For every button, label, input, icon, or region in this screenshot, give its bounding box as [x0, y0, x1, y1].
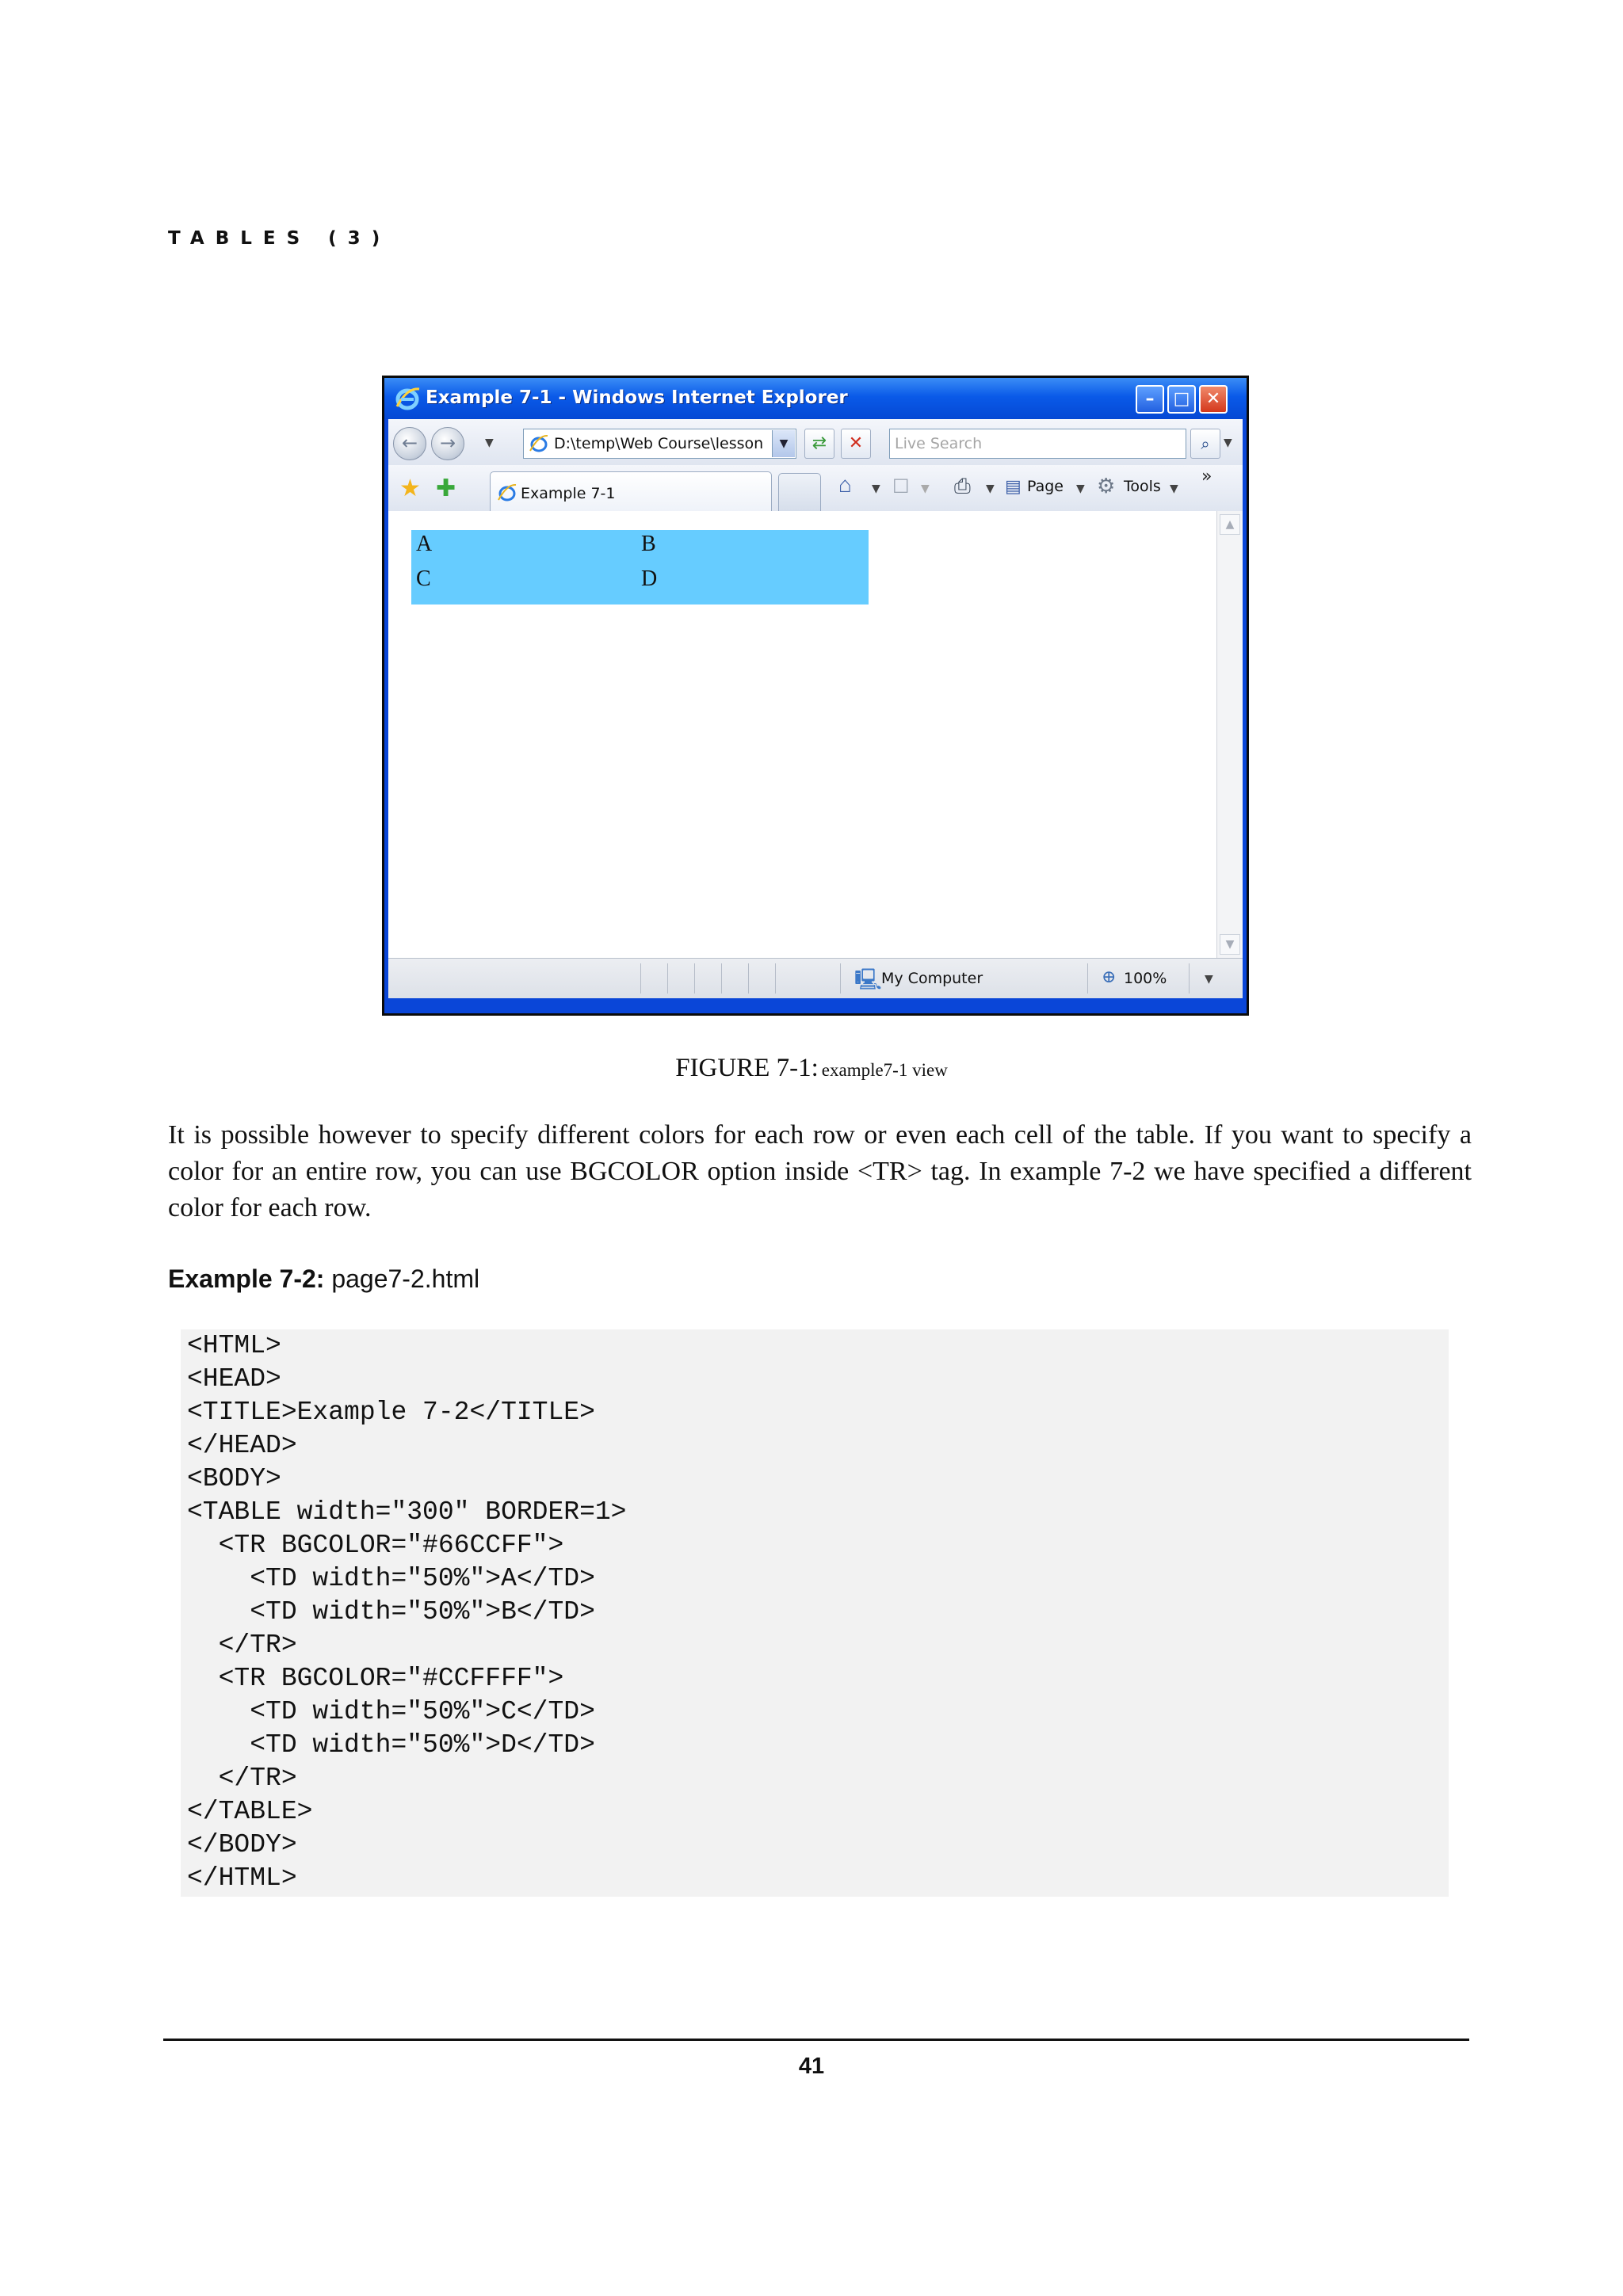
- figure-description: example7-1 view: [821, 1060, 948, 1080]
- code-line: </TABLE>: [187, 1797, 313, 1826]
- zoom-level[interactable]: 100%: [1124, 970, 1167, 987]
- demo-table: [411, 530, 869, 605]
- code-line: </TR>: [187, 1630, 297, 1660]
- code-line: <TD width="50%">A</TD>: [187, 1564, 595, 1593]
- window-title: Example 7-1 - Windows Internet Explorer: [426, 387, 848, 408]
- code-listing: [181, 1329, 1449, 1897]
- vertical-scrollbar[interactable]: [1216, 511, 1243, 958]
- address-dropdown-icon[interactable]: ▼: [772, 430, 795, 457]
- tab-label: Example 7-1: [521, 485, 616, 502]
- code-line: </TR>: [187, 1764, 297, 1793]
- search-input[interactable]: [889, 429, 1186, 459]
- table-cell: A: [416, 532, 433, 556]
- figure-label: FIGURE 7-1:: [675, 1054, 819, 1082]
- forward-button[interactable]: →: [431, 427, 464, 460]
- zoom-dropdown-icon[interactable]: ▼: [1205, 973, 1213, 986]
- tab-example-7-1[interactable]: [490, 471, 772, 513]
- running-head: TABLES (3): [168, 228, 391, 249]
- feeds-dropdown-icon[interactable]: ▼: [921, 482, 930, 495]
- computer-zone-icon: 🖳: [854, 968, 882, 991]
- address-text: D:\temp\Web Course\lesson: [554, 435, 764, 452]
- search-options-dropdown-icon[interactable]: ▼: [1224, 437, 1232, 449]
- status-bar: [388, 958, 1243, 998]
- code-line: <TR BGCOLOR="#66CCFF">: [187, 1531, 564, 1560]
- home-icon[interactable]: ⌂: [838, 473, 852, 498]
- feeds-icon[interactable]: ☐: [892, 477, 910, 498]
- new-tab-button[interactable]: [778, 473, 821, 511]
- tools-menu-button[interactable]: Tools: [1124, 478, 1161, 495]
- page-icon: [529, 433, 549, 454]
- page-number: 41: [798, 2054, 825, 2079]
- table-cell: C: [416, 566, 431, 591]
- tools-gear-icon: ⚙: [1097, 475, 1116, 498]
- example-heading: [168, 1264, 479, 1294]
- code-line: <TABLE width="300" BORDER=1>: [187, 1497, 627, 1527]
- page-dropdown-icon[interactable]: ▼: [1076, 482, 1085, 495]
- print-icon[interactable]: ⎙: [954, 475, 971, 498]
- back-button[interactable]: ←: [393, 427, 426, 460]
- address-bar[interactable]: [523, 429, 796, 459]
- refresh-icon[interactable]: ⇄: [804, 429, 834, 459]
- home-dropdown-icon[interactable]: ▼: [872, 482, 880, 495]
- close-button[interactable]: ✕: [1199, 385, 1228, 414]
- browser-screenshot: [382, 376, 1249, 1016]
- code-line: <TD width="50%">B</TD>: [187, 1597, 595, 1627]
- code-line: <TITLE>Example 7-2</TITLE>: [187, 1398, 595, 1427]
- example-label: Example 7-2:: [168, 1264, 325, 1293]
- more-commands-icon[interactable]: »: [1201, 467, 1212, 486]
- search-icon[interactable]: ⌕: [1190, 429, 1220, 459]
- recent-pages-dropdown-icon[interactable]: ▼: [485, 437, 494, 449]
- maximize-button[interactable]: □: [1167, 385, 1196, 414]
- stop-icon[interactable]: ✕: [841, 429, 871, 459]
- body-paragraph: It is possible however to specify different colors for each row or even each cell of the table. If you want to specify a color for an entire row, you can use BGCOLOR option inside <TR> tag. In example 7-2 we have specified a different color for each row.: [168, 1120, 1472, 1222]
- code-line: </HTML>: [187, 1863, 297, 1893]
- table-cell: B: [641, 532, 656, 556]
- search-placeholder: Live Search: [895, 435, 983, 452]
- code-line: <HEAD>: [187, 1364, 281, 1394]
- footer-rule: [163, 2039, 1469, 2041]
- figure-caption: [0, 1054, 1623, 1083]
- command-toolbar: [388, 465, 1243, 512]
- scroll-down-icon[interactable]: ▼: [1220, 934, 1240, 955]
- tab-page-icon: [497, 482, 517, 503]
- example-filename: page7-2.html: [331, 1264, 480, 1293]
- add-favorites-icon[interactable]: ✚: [436, 475, 456, 502]
- print-dropdown-icon[interactable]: ▼: [986, 482, 995, 495]
- security-zone-text: My Computer: [881, 970, 983, 987]
- favorites-star-icon[interactable]: ★: [399, 475, 421, 502]
- code-line: </HEAD>: [187, 1431, 297, 1460]
- scroll-up-icon[interactable]: ▲: [1220, 514, 1240, 535]
- table-cell: D: [641, 566, 658, 591]
- code-line: <TD width="50%">C</TD>: [187, 1697, 595, 1726]
- page-menu-button[interactable]: Page: [1027, 478, 1064, 495]
- zoom-icon: ⊕: [1102, 967, 1117, 986]
- tools-dropdown-icon[interactable]: ▼: [1170, 482, 1178, 495]
- navigation-toolbar: [388, 419, 1243, 465]
- title-bar: [384, 378, 1247, 419]
- ie-logo-icon: [394, 386, 421, 411]
- code-line: <TD width="50%">D</TD>: [187, 1730, 595, 1760]
- code-line: <HTML>: [187, 1331, 281, 1360]
- code-line: <BODY>: [187, 1464, 281, 1493]
- minimize-button[interactable]: –: [1136, 385, 1164, 414]
- page-menu-icon: ▤: [1005, 476, 1022, 496]
- page-content: [388, 511, 1216, 958]
- code-line: <TR BGCOLOR="#CCFFFF">: [187, 1664, 564, 1693]
- code-line: </BODY>: [187, 1830, 297, 1859]
